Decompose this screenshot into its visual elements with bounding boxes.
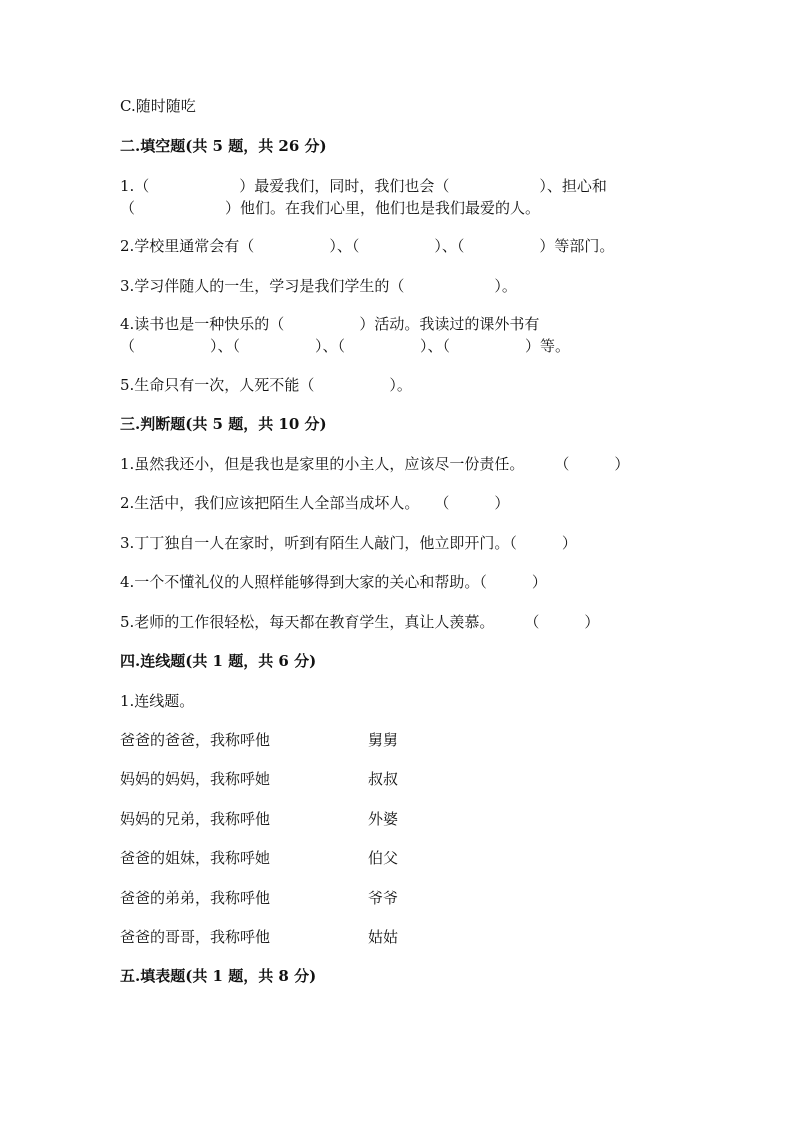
match-row-6-right: 姑姑: [368, 928, 399, 946]
match-row-1-left: 爸爸的爸爸，我称呼他: [120, 731, 271, 749]
section5-heading: 五.填表题(共 1 题，共 8 分): [120, 967, 317, 985]
s2-question-4-line-2: （ ）、（ ）、（ ）、（ ）等。: [120, 337, 571, 355]
s4-question-1: 1.连线题。: [120, 692, 195, 710]
s2-question-1-line-2: （ ）他们。在我们心里，他们也是我们最爱的人。: [120, 199, 541, 217]
s3-question-5: 5.老师的工作很轻松，每天都在教育学生，真让人羡慕。 （ ）: [120, 613, 600, 631]
s2-question-4-line-1: 4.读书也是一种快乐的（ ）活动。我读过的课外书有: [120, 315, 540, 333]
s2-question-3: 3.学习伴随人的一生，学习是我们学生的（ ）。: [120, 277, 517, 295]
option-c: C.随时随吃: [120, 97, 196, 115]
match-row-4-right: 伯父: [368, 849, 399, 867]
s2-question-2: 2.学校里通常会有（ ）、（ ）、（ ）等部门。: [120, 237, 615, 255]
match-row-5-right: 爷爷: [368, 889, 399, 907]
match-row-2-right: 叔叔: [368, 770, 399, 788]
s3-question-2: 2.生活中，我们应该把陌生人全部当成坏人。 （ ）: [120, 494, 510, 512]
s3-question-3: 3.丁丁独自一人在家时，听到有陌生人敲门，他立即开门。（ ）: [120, 534, 577, 552]
section4-heading: 四.连线题(共 1 题，共 6 分): [120, 652, 317, 670]
section3-heading: 三.判断题(共 5 题，共 10 分): [120, 415, 327, 433]
match-row-1-right: 舅舅: [368, 731, 399, 749]
match-row-6-left: 爸爸的哥哥，我称呼他: [120, 928, 271, 946]
match-row-2-left: 妈妈的妈妈，我称呼她: [120, 770, 271, 788]
match-row-5-left: 爸爸的弟弟，我称呼他: [120, 889, 271, 907]
match-row-4-left: 爸爸的姐妹，我称呼她: [120, 849, 271, 867]
match-row-3-left: 妈妈的兄弟，我称呼他: [120, 810, 271, 828]
s3-question-1: 1.虽然我还小，但是我也是家里的小主人，应该尽一份责任。 （ ）: [120, 455, 630, 473]
s3-question-4: 4.一个不懂礼仪的人照样能够得到大家的关心和帮助。（ ）: [120, 573, 547, 591]
section2-heading: 二.填空题(共 5 题，共 26 分): [120, 137, 327, 155]
s2-question-5: 5.生命只有一次，人死不能（ ）。: [120, 376, 412, 394]
match-row-3-right: 外婆: [368, 810, 399, 828]
s2-question-1-line-1: 1.（ ）最爱我们，同时，我们也会（ ）、担心和: [120, 177, 607, 195]
